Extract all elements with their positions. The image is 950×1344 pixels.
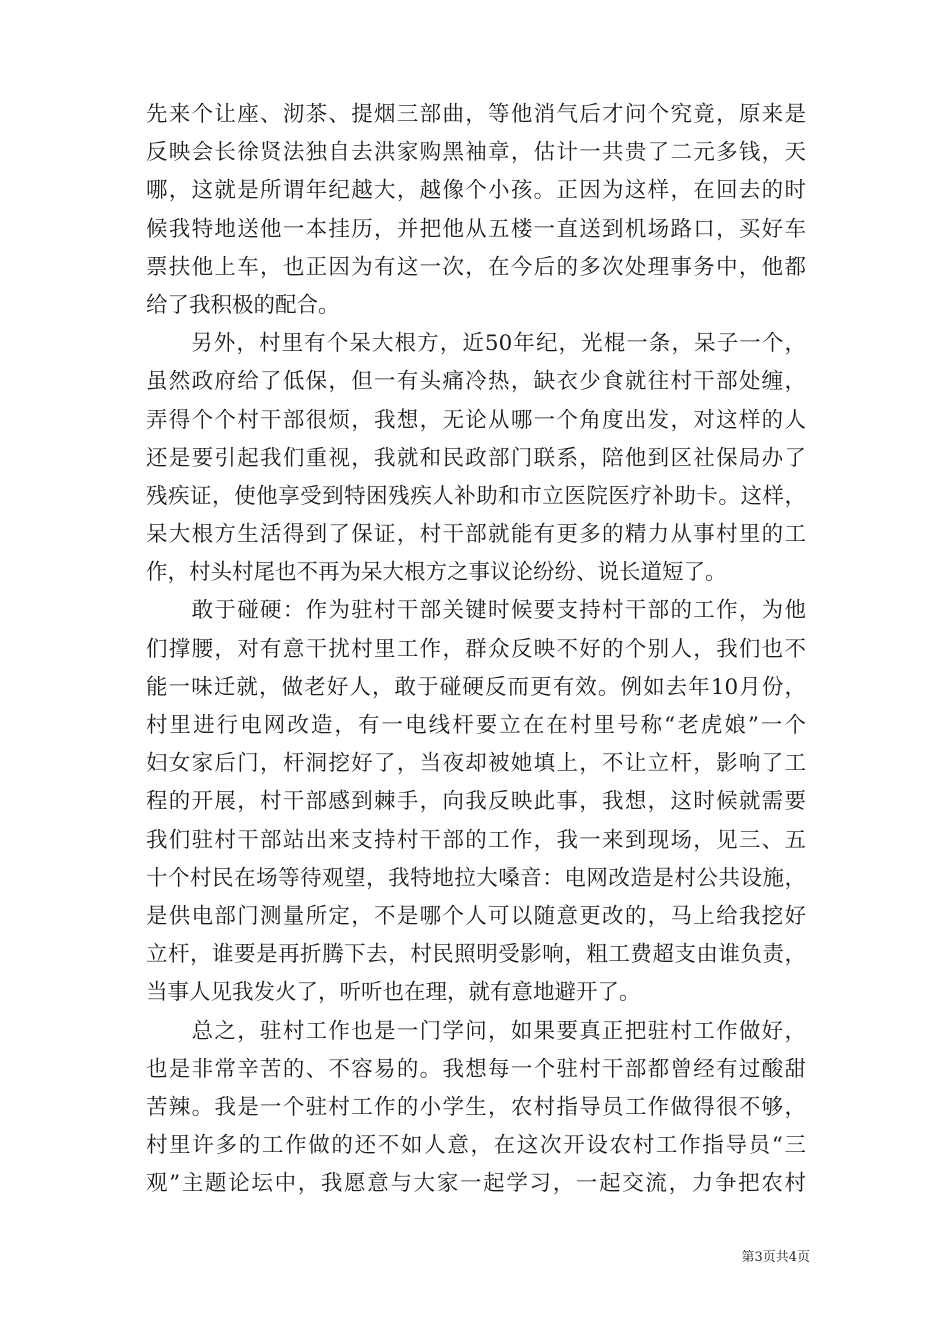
- body-text: [146, 96, 806, 1203]
- text-line: 立杆，谁要是再折腾下去，村民照明受影响，粗工费超支由谁负责，: [146, 942, 806, 968]
- text-line: 呆大根方生活得到了保证，村干部就能有更多的精力从事村里的工: [146, 522, 806, 548]
- text-line: 哪，这就是所谓年纪越大，越像个小孩。正因为这样，在回去的时: [146, 178, 806, 204]
- text-line: 村里许多的工作做的还不如人意，在这次开设农村工作指导员“三: [146, 1133, 806, 1159]
- text-line: 程的开展，村干部感到棘手，向我反映此事，我想，这时候就需要: [146, 789, 806, 815]
- text-line: 反映会长徐贤法独自去洪家购黑袖章，估计一共贵了二元多钱，天: [146, 140, 806, 166]
- text-line: 村里进行电网改造，有一电线杆要立在在村里号称“老虎娘”一个: [146, 713, 806, 738]
- text-line: 残疾证，使他享受到特困残疾人补助和市立医院医疗补助卡。这样，: [146, 483, 806, 509]
- text-line: 是供电部门测量所定，不是哪个人可以随意更改的，马上给我挖好: [146, 903, 806, 929]
- page-number-footer: 第3页共4页: [741, 1250, 810, 1265]
- text-line: 给了我积极的配合。: [146, 292, 340, 318]
- text-line: 十个村民在场等待观望，我特地拉大嗓音：电网改造是村公共设施，: [146, 865, 806, 891]
- text-line: 观”主题论坛中，我愿意与大家一起学习，一起交流，力争把农村: [146, 1171, 806, 1197]
- text-line: 妇女家后门，杆洞挖好了，当夜却被她填上，不让立杆，影响了工: [146, 751, 806, 777]
- text-line: 另外，村里有个呆大根方，近50年纪，光棍一条，呆子一个，: [146, 331, 806, 357]
- text-line: 苦辣。我是一个驻村工作的小学生，农村指导员工作做得很不够，: [146, 1094, 806, 1120]
- text-line: 弄得个个村干部很烦，我想，无论从哪一个角度出发，对这样的人: [146, 407, 806, 433]
- text-line: 也是非常辛苦的、不容易的。我想每一个驻村干部都曾经有过酸甜: [146, 1056, 806, 1082]
- text-line: 当事人见我发火了，听听也在理，就有意地避开了。: [146, 980, 641, 1006]
- text-line: 们撑腰，对有意干扰村里工作，群众反映不好的个别人，我们也不: [146, 636, 806, 662]
- text-line: 总之，驻村工作也是一门学问，如果要真正把驻村工作做好，: [146, 1018, 806, 1044]
- text-line: 虽然政府给了低保，但一有头痛冷热，缺衣少食就往村干部处缠，: [146, 369, 806, 395]
- text-line: 能一味迁就，做老好人，敢于碰硬反而更有效。例如去年10月份，: [146, 674, 806, 700]
- text-line: 我们驻村干部站出来支持村干部的工作，我一来到现场，见三、五: [146, 827, 806, 853]
- text-line: 还是要引起我们重视，我就和民政部门联系，陪他到区社保局办了: [146, 445, 806, 471]
- text-line: 候我特地送他一本挂历，并把他从五楼一直送到机场路口，买好车: [146, 216, 806, 242]
- text-line: 票扶他上车，也正因为有这一次，在今后的多次处理事务中，他都: [146, 254, 806, 280]
- text-line: 敢于碰硬：作为驻村干部关键时候要支持村干部的工作，为他: [146, 598, 806, 624]
- text-line: 作，村头村尾也不再为呆大根方之事议论纷纷、说长道短了。: [146, 560, 727, 586]
- text-line: 先来个让座、沏茶、提烟三部曲，等他消气后才问个究竟，原来是: [146, 102, 806, 127]
